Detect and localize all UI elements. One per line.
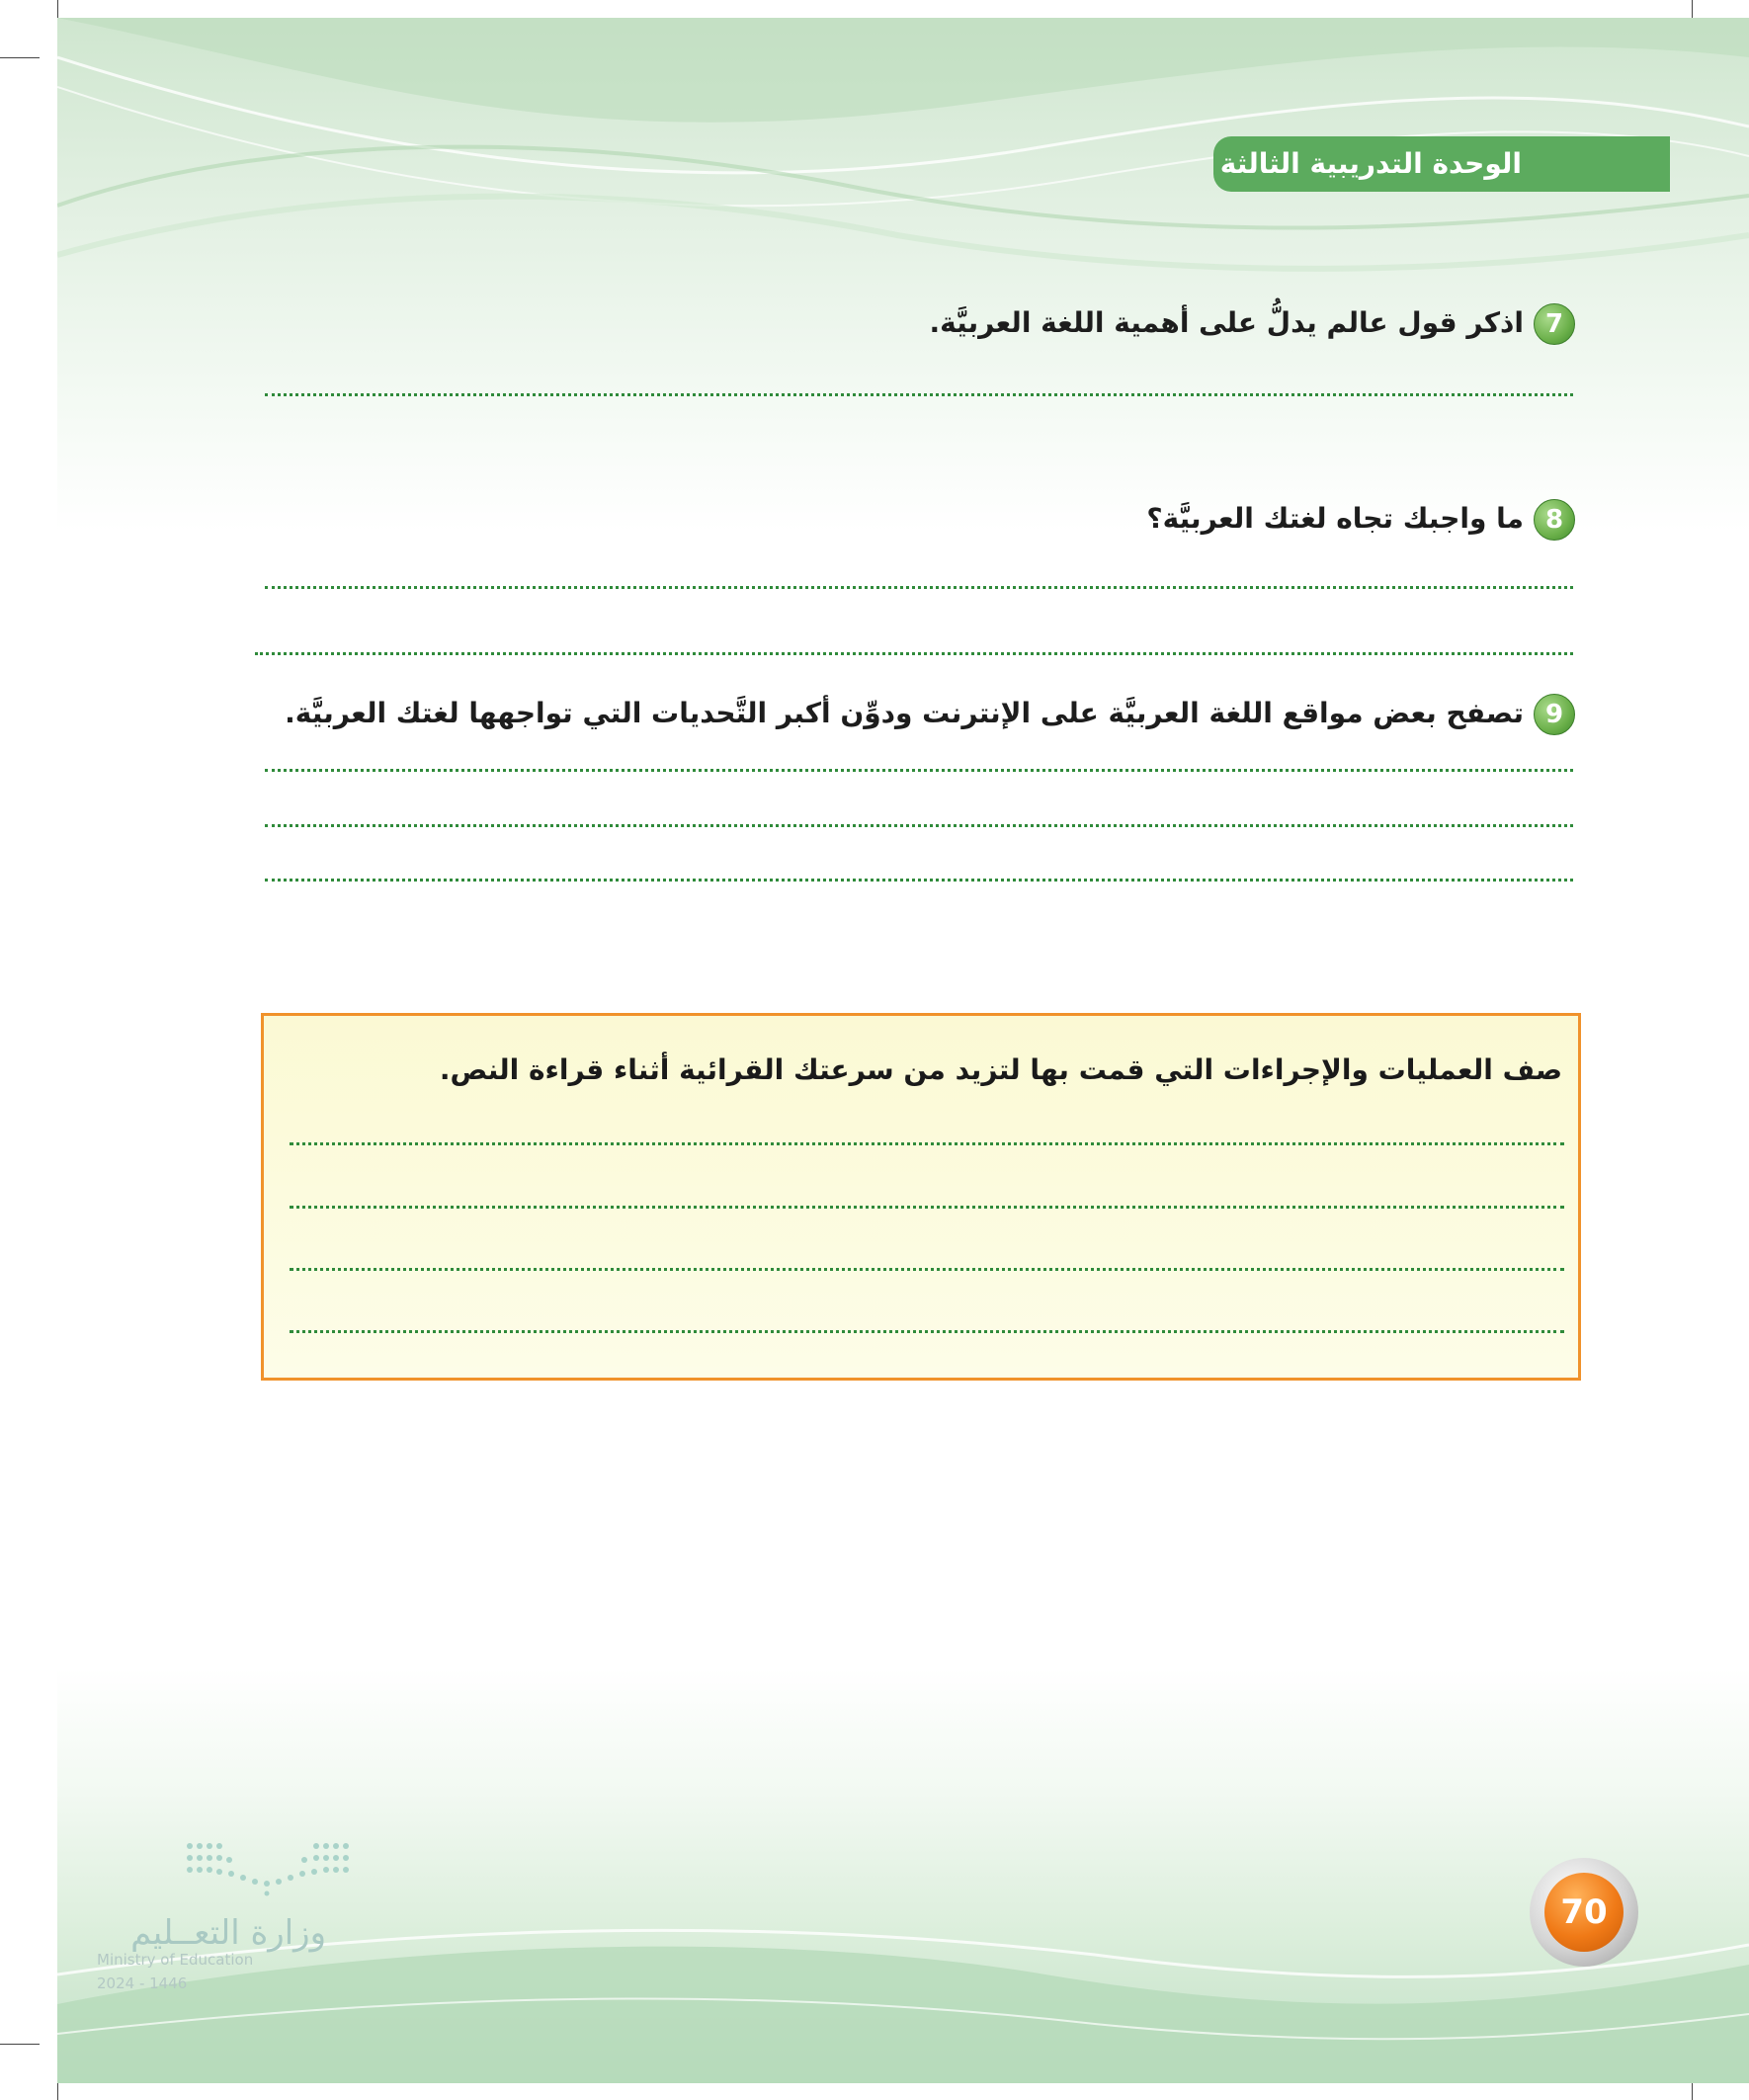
answer-line[interactable]	[265, 769, 1573, 772]
answer-line[interactable]	[290, 1330, 1564, 1333]
page-number-badge	[1530, 1858, 1638, 1967]
ministry-logo	[97, 1838, 324, 1996]
ministry-name-en: Ministry of Education	[97, 1951, 254, 1969]
answer-line[interactable]	[265, 393, 1573, 396]
question-7	[930, 303, 1575, 345]
reflection-prompt: صف العمليات والإجراءات التي قمت بها لتزيد من سرعتك القرائية أثناء قراءة النص.	[439, 1053, 1562, 1086]
question-number-badge: 8	[1534, 499, 1575, 541]
answer-line[interactable]	[265, 879, 1573, 882]
question-text: تصفح بعض مواقع اللغة العربيَّة على الإنترنت ودوِّن أكبر التَّحديات التي تواجهها لغتك العربيَّة.	[285, 697, 1524, 729]
question-text: ما واجبك تجاه لغتك العربيَّة؟	[1146, 502, 1524, 535]
answer-line[interactable]	[290, 1206, 1564, 1209]
question-number-badge: 9	[1534, 694, 1575, 735]
question-text: اذكر قول عالم يدلُّ على أهمية اللغة العربيَّة.	[929, 306, 1524, 339]
question-number-badge: 7	[1534, 303, 1575, 345]
page-number: 70	[1544, 1873, 1624, 1952]
edition-year: 2024 - 1446	[97, 1974, 188, 1992]
crop-mark	[0, 57, 40, 58]
unit-title-tab: الوحدة التدريبية الثالثة	[1213, 136, 1670, 192]
question-8	[1146, 499, 1575, 541]
answer-line[interactable]	[265, 824, 1573, 827]
question-9	[285, 694, 1575, 735]
reflection-box	[261, 1013, 1581, 1381]
ministry-name-ar: وزارة التعــليم	[130, 1913, 326, 1953]
answer-line[interactable]	[290, 1142, 1564, 1145]
answer-line[interactable]	[265, 586, 1573, 589]
crop-mark	[0, 2044, 40, 2045]
answer-line[interactable]	[290, 1268, 1564, 1271]
ministry-logo-mark	[184, 1838, 352, 1897]
answer-line[interactable]	[255, 652, 1573, 655]
